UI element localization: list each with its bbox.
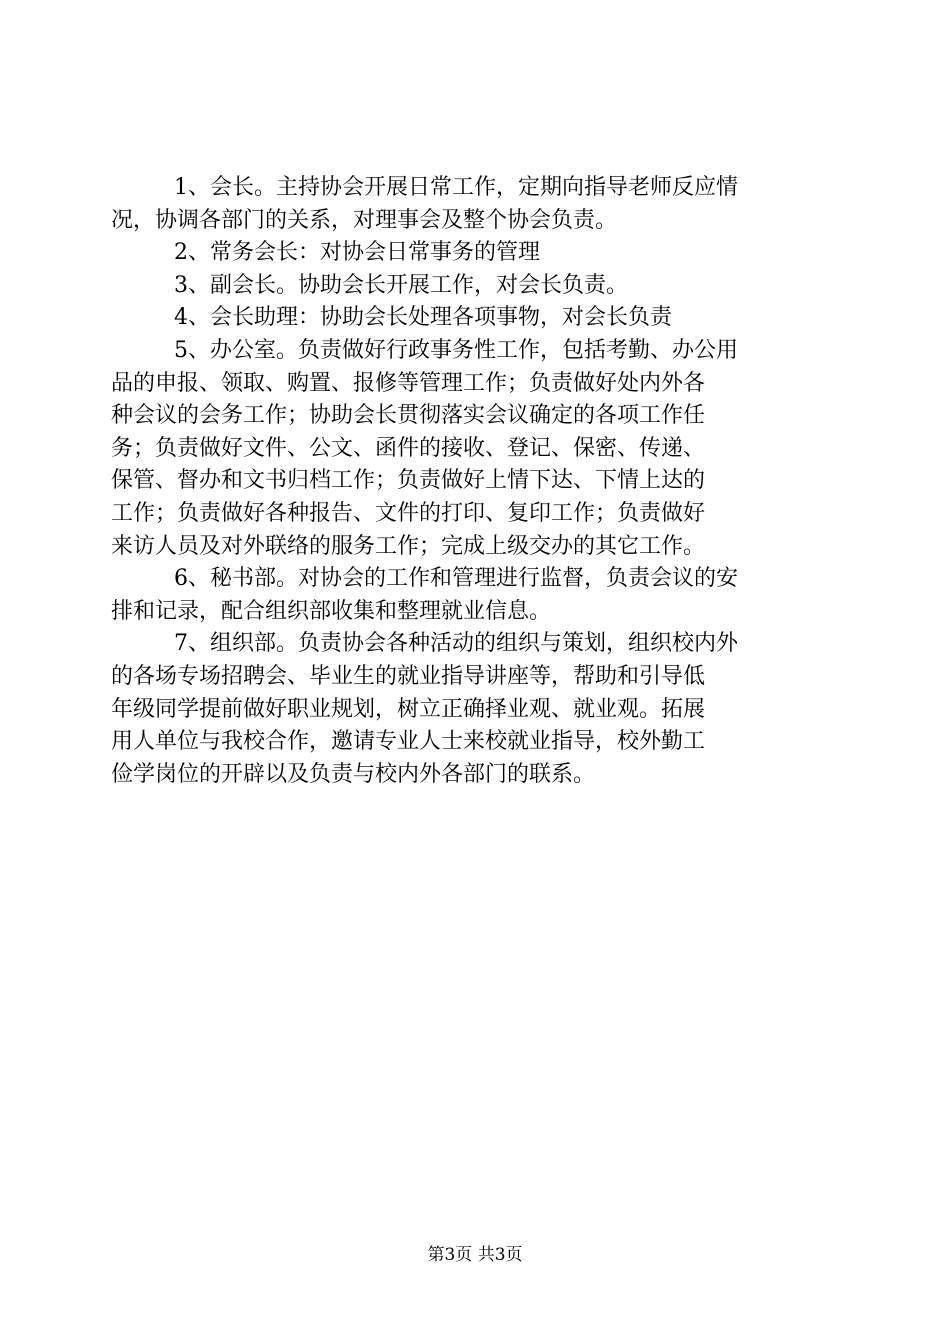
paragraph-5-line-2: 品的申报、领取、购置、报修等管理工作；负责做好处内外各 <box>111 370 706 396</box>
paragraph-3-line-1: 3、副会长。协助会长开展工作，对会长负责。 <box>174 272 628 298</box>
paragraph-7-line-5: 俭学岗位的开辟以及负责与校内外各部门的联系。 <box>111 761 596 787</box>
paragraph-5-line-5: 保管、督办和文书归档工作；负责做好上情下达、下情上达的 <box>111 468 706 494</box>
paragraph-5-line-3: 种会议的会务工作；协助会长贯彻落实会议确定的各项工作任 <box>111 403 706 429</box>
page-number-footer: 第3页 共3页 <box>427 1245 523 1265</box>
paragraph-6-line-2: 排和记录，配合组织部收集和整理就业信息。 <box>111 598 552 624</box>
paragraph-5-line-6: 工作；负责做好各种报告、文件的打印、复印工作；负责做好 <box>111 500 706 526</box>
paragraph-7-line-3: 年级同学提前做好职业规划，树立正确择业观、就业观。拓展 <box>111 696 706 722</box>
paragraph-1-line-2: 况，协调各部门的关系，对理事会及整个协会负责。 <box>111 207 618 233</box>
paragraph-7-line-1: 7、组织部。负责协会各种活动的组织与策划，组织校内外 <box>174 631 738 657</box>
paragraph-7-line-2: 的各场专场招聘会、毕业生的就业指导讲座等，帮助和引导低 <box>111 663 706 689</box>
paragraph-5-line-4: 务；负责做好文件、公文、函件的接收、登记、保密、传递、 <box>111 435 706 461</box>
paragraph-5-line-1: 5、办公室。负责做好行政事务性工作，包括考勤、办公用 <box>174 337 738 363</box>
paragraph-4-line-1: 4、会长助理：协助会长处理各项事物，对会长负责 <box>174 305 672 331</box>
paragraph-7-line-4: 用人单位与我校合作，邀请专业人士来校就业指导，校外勤工 <box>111 729 706 755</box>
paragraph-6-line-1: 6、秘书部。对协会的工作和管理进行监督，负责会议的安 <box>174 566 738 592</box>
paragraph-5-line-7: 来访人员及对外联络的服务工作；完成上级交办的其它工作。 <box>111 533 706 559</box>
document-body <box>111 172 839 791</box>
paragraph-2-line-1: 2、常务会长：对协会日常事务的管理 <box>174 240 540 266</box>
paragraph-1-line-1: 1、会长。主持协会开展日常工作，定期向指导老师反应情 <box>174 175 738 200</box>
